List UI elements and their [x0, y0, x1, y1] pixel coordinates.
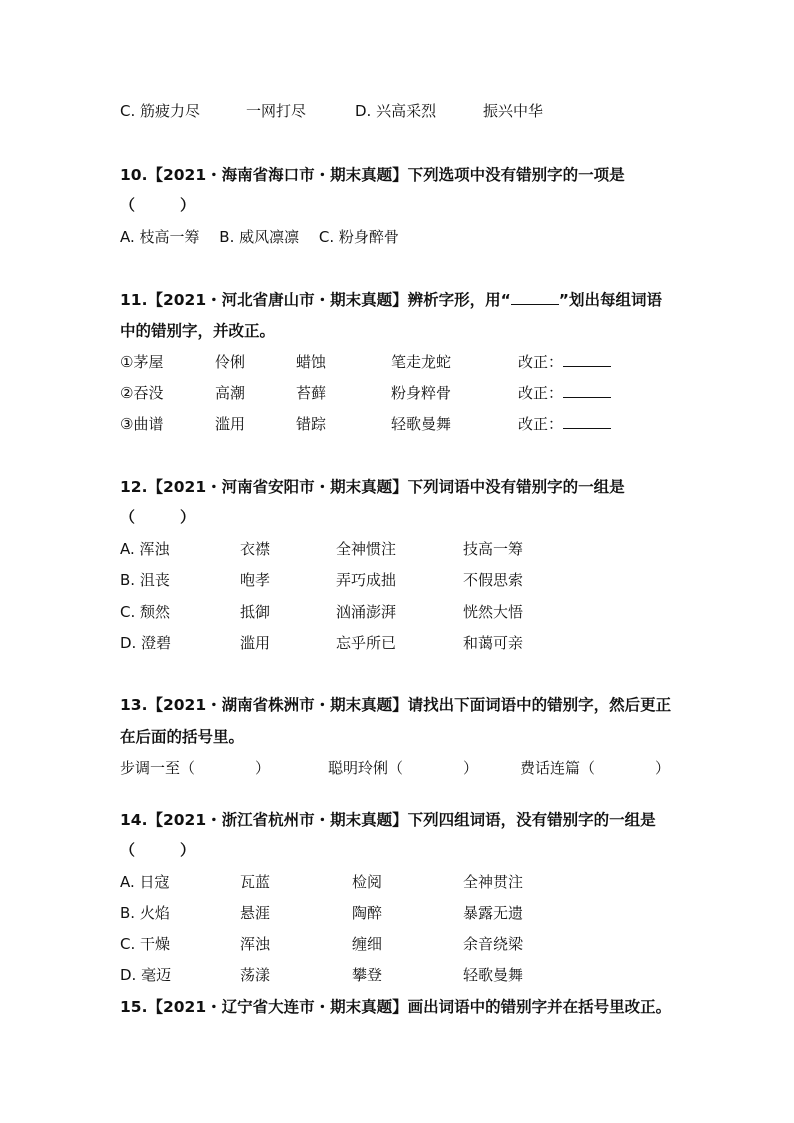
- q11-row-3-word1: 滥用: [215, 415, 246, 433]
- q14-d-word1: D. 毫迈: [120, 966, 172, 984]
- q11-row-2-word0: ②吞没: [120, 384, 164, 402]
- q11-row-2-answer-blank[interactable]: [563, 383, 611, 398]
- q13-item-1[interactable]: 步调一至（ ）: [120, 759, 271, 777]
- q14-c-word4: 余音绕梁: [463, 935, 524, 953]
- q14-b-word4: 暴露无遗: [463, 904, 524, 922]
- q11-row-3-word3: 轻歌曼舞: [391, 415, 452, 433]
- q13-item-2[interactable]: 聪明玲俐（ ）: [328, 759, 479, 777]
- q9-option-c: C. 筋疲力尽: [120, 102, 201, 120]
- q11-row-2-word1: 高潮: [215, 384, 246, 402]
- q14-a-word3: 检阅: [352, 873, 383, 891]
- q11-row-3-word2: 错踪: [296, 415, 327, 433]
- q9-option-d: D. 兴高采烈: [355, 102, 437, 120]
- q12-b-word4: 不假思索: [463, 571, 524, 589]
- q11-stem-line2: 中的错别字，并改正。: [120, 322, 276, 340]
- q11-row-1-fix-label: 改正：: [518, 353, 564, 371]
- q14-c-word2: 浑浊: [240, 935, 271, 953]
- q9-option-c-word2: 一网打尽: [246, 102, 307, 120]
- q9-option-d-word2: 振兴中华: [483, 102, 544, 120]
- q13-stem-line2: 在后面的括号里。: [120, 728, 245, 746]
- q11-row-1-word0: ①茅屋: [120, 353, 164, 371]
- q15-stem: 15.【2021・辽宁省大连市・期末真题】画出词语中的错别字并在括号里改正。: [120, 998, 672, 1016]
- q11-row-2-fix-label: 改正：: [518, 384, 564, 402]
- q10-answer-paren: （ ）: [120, 196, 196, 214]
- q10-stem: 10.【2021・海南省海口市・期末真题】下列选项中没有错别字的一项是: [120, 166, 625, 184]
- q12-b-word2: 咆孝: [240, 571, 271, 589]
- q12-c-word2: 抵御: [240, 603, 271, 621]
- q11-stem-part1: 11.【2021・河北省唐山市・期末真题】辨析字形，用“: [120, 291, 511, 309]
- q11-row-3-word0: ③曲谱: [120, 415, 164, 433]
- q11-row-1-fix: [518, 352, 611, 372]
- q12-d-word4: 和蔼可亲: [463, 634, 524, 652]
- q11-stem-part2: ”划出每组词语: [558, 291, 662, 309]
- q12-c-word1: C. 颓然: [120, 603, 171, 621]
- q14-b-word2: 悬涯: [240, 904, 271, 922]
- q13-item-3[interactable]: 费话连篇（ ）: [520, 759, 671, 777]
- q11-stem: [120, 290, 662, 310]
- q11-row-3-fix-label: 改正：: [518, 415, 564, 433]
- q12-d-word2: 滥用: [240, 634, 271, 652]
- q14-d-word2: 荡漾: [240, 966, 271, 984]
- q11-row-1-word1: 伶俐: [215, 353, 246, 371]
- q14-a-word2: 瓦蓝: [240, 873, 271, 891]
- q14-d-word4: 轻歌曼舞: [463, 966, 524, 984]
- q11-row-1-answer-blank[interactable]: [563, 352, 611, 367]
- q12-c-word3: 汹涌澎湃: [336, 603, 397, 621]
- q14-b-word3: 陶醉: [352, 904, 383, 922]
- q11-row-2-word2: 苔藓: [296, 384, 327, 402]
- q12-a-word2: 衣襟: [240, 540, 271, 558]
- q10-options: A. 枝高一筹 B. 威风凛凛 C. 粉身醉骨: [120, 228, 399, 246]
- q11-row-3-fix: [518, 414, 611, 434]
- q11-underline-sample: [511, 290, 559, 305]
- q11-row-3-answer-blank[interactable]: [563, 414, 611, 429]
- q12-stem: 12.【2021・河南省安阳市・期末真题】下列词语中没有错别字的一组是: [120, 478, 625, 496]
- q14-c-word3: 缠细: [352, 935, 383, 953]
- q12-a-word4: 技高一筹: [463, 540, 524, 558]
- q12-b-word1: B. 沮丧: [120, 571, 170, 589]
- q12-c-word4: 恍然大悟: [463, 603, 524, 621]
- q14-c-word1: C. 干燥: [120, 935, 171, 953]
- q14-a-word4: 全神贯注: [463, 873, 524, 891]
- q14-b-word1: B. 火焰: [120, 904, 170, 922]
- q14-d-word3: 攀登: [352, 966, 383, 984]
- q14-stem: 14.【2021・浙江省杭州市・期末真题】下列四组词语，没有错别字的一组是: [120, 811, 656, 829]
- q12-b-word3: 弄巧成拙: [336, 571, 397, 589]
- q11-row-1-word2: 蜡蚀: [296, 353, 327, 371]
- q11-row-2-fix: [518, 383, 611, 403]
- q12-d-word1: D. 澄碧: [120, 634, 172, 652]
- q11-row-1-word3: 笔走龙蛇: [391, 353, 452, 371]
- q11-row-2-word3: 粉身粹骨: [391, 384, 452, 402]
- q12-a-word3: 全神惯注: [336, 540, 397, 558]
- q14-a-word1: A. 日寇: [120, 873, 170, 891]
- q12-d-word3: 忘乎所已: [336, 634, 397, 652]
- q12-answer-paren: （ ）: [120, 508, 196, 526]
- q12-a-word1: A. 浑浊: [120, 540, 170, 558]
- q14-answer-paren: （ ）: [120, 841, 196, 859]
- q13-stem-line1: 13.【2021・湖南省株洲市・期末真题】请找出下面词语中的错别字，然后更正: [120, 696, 672, 714]
